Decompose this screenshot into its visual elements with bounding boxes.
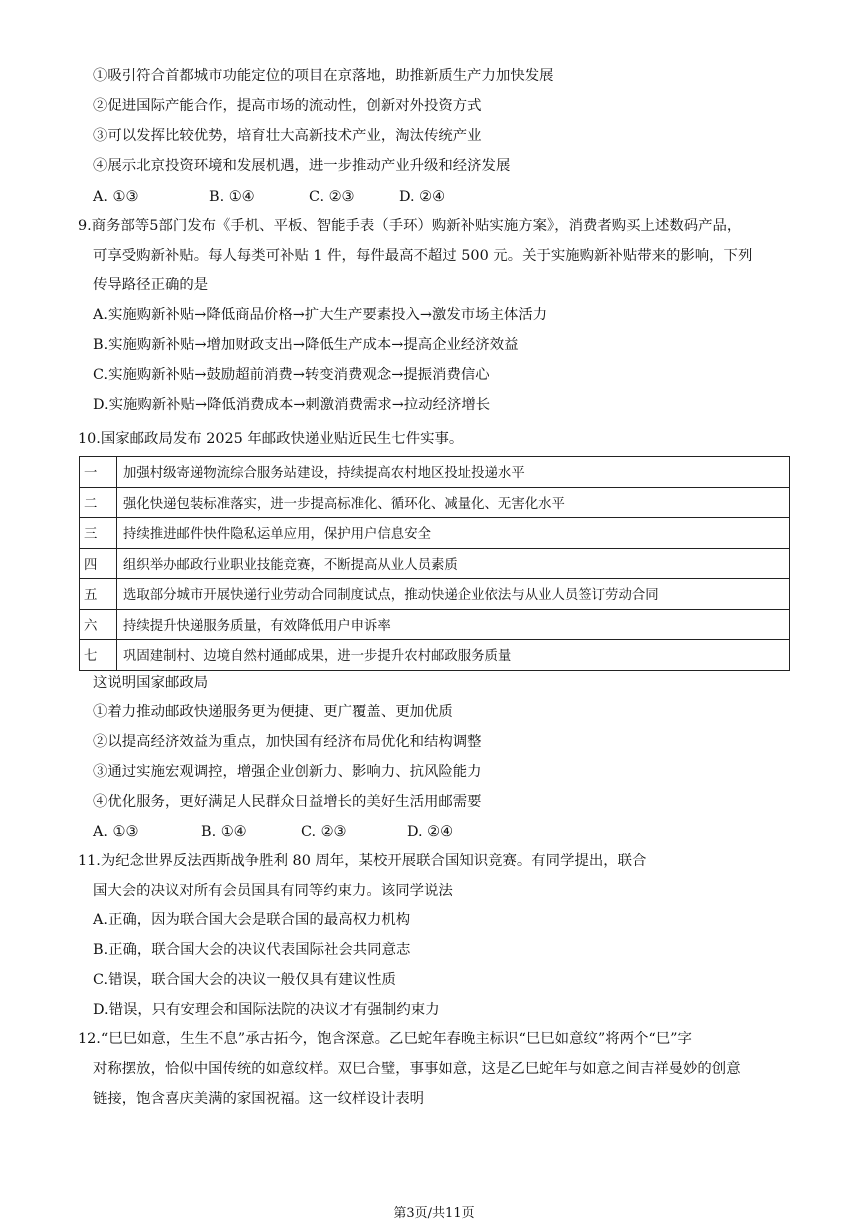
q8-item-4: ④展示北京投资环境和发展机遇，进一步推动产业升级和经济发展 (93, 158, 511, 174)
q10-lead: 这说明国家邮政局 (93, 675, 209, 691)
q9-option-d: D.实施购新补贴→降低消费成本→刺激消费需求→拉动经济增长 (93, 397, 491, 413)
q8-item-1: ①吸引符合首都城市功能定位的项目在京落地，助推新质生产力加快发展 (93, 68, 554, 84)
table-row (80, 609, 790, 640)
q10-table (79, 456, 790, 671)
q10-stem: 10.国家邮政局发布 2025 年邮政快递业贴近民生七件实事。 (78, 431, 464, 447)
table-row-text: 组织举办邮政行业职业技能竞赛，不断提高从业人员素质 (117, 548, 790, 579)
table-row-number: 三 (80, 518, 117, 549)
table-row-text: 强化快递包装标准落实，进一步提高标准化、循环化、减量化、无害化水平 (117, 487, 790, 518)
table-row-number: 七 (80, 640, 117, 671)
q10-option-d: D. ②④ (407, 824, 453, 840)
table-row-text: 巩固建制村、边境自然村通邮成果，进一步提升农村邮政服务质量 (117, 640, 790, 671)
q9-stem-line-1: 9.商务部等5部门发布《手机、平板、智能手表（手环）购新补贴实施方案》，消费者购买上述数码产品， (78, 218, 742, 234)
q9-option-b: B.实施购新补贴→增加财政支出→降低生产成本→提高企业经济效益 (93, 337, 519, 353)
q9-option-c: C.实施购新补贴→鼓励超前消费→转变消费观念→提振消费信心 (93, 367, 490, 383)
table-row (80, 457, 790, 488)
q10-item-1: ①着力推动邮政快递服务更为便捷、更广覆盖、更加优质 (93, 704, 453, 720)
table-row-number: 四 (80, 548, 117, 579)
q10-option-a: A. ①③ (93, 824, 139, 840)
q9-stem-line-2: 可享受购新补贴。每人每类可补贴 1 件，每件最高不超过 500 元。关于实施购新补贴带来的影响，下列 (93, 248, 753, 264)
q10-options (93, 822, 453, 842)
q8-item-2: ②促进国际产能合作，提高市场的流动性，创新对外投资方式 (93, 98, 482, 114)
q10-option-b: B. ①④ (201, 824, 247, 840)
table-row-text: 加强村级寄递物流综合服务站建设，持续提高农村地区投址投递水平 (117, 457, 790, 488)
table-row-number: 二 (80, 487, 117, 518)
q8-option-b: B. ①④ (209, 189, 255, 205)
table-row (80, 579, 790, 610)
table-row (80, 640, 790, 671)
table-row-number: 一 (80, 457, 117, 488)
table-row-text: 选取部分城市开展快递行业劳动合同制度试点，推动快递企业依法与从业人员签订劳动合同 (117, 579, 790, 610)
q12-stem-line-2: 对称摆放，恰似中国传统的如意纹样。双巳合璧，事事如意，这是乙巳蛇年与如意之间吉祥曼妙的创意 (93, 1061, 741, 1077)
q12-stem-line-1: 12.“巳巳如意，生生不息”承古拓今，饱含深意。乙巳蛇年春晚主标识“巳巳如意纹”将两个“巳”字 (78, 1031, 692, 1047)
q11-option-d: D.错误，只有安理会和国际法院的决议才有强制约束力 (93, 1002, 440, 1018)
table-row-text: 持续提升快递服务质量，有效降低用户申诉率 (117, 609, 790, 640)
q12-stem-line-3: 链接，饱含喜庆美满的家国祝福。这一纹样设计表明 (93, 1091, 424, 1107)
q10-item-2: ②以提高经济效益为重点，加快国有经济布局优化和结构调整 (93, 734, 482, 750)
q11-stem-line-1: 11.为纪念世界反法西斯战争胜利 80 周年，某校开展联合国知识竞赛。有同学提出，联合 (78, 853, 647, 869)
q8-item-3: ③可以发挥比较优势，培育壮大高新技术产业，淘汰传统产业 (93, 128, 482, 144)
table-row-number: 六 (80, 609, 117, 640)
q9-stem-line-3: 传导路径正确的是 (93, 277, 209, 293)
page-number: 第3页/共11页 (393, 1206, 475, 1221)
q10-option-c: C. ②③ (301, 824, 347, 840)
q9-option-a: A.实施购新补贴→降低商品价格→扩大生产要素投入→激发市场主体活力 (93, 307, 548, 323)
q10-item-4: ④优化服务，更好满足人民群众日益增长的美好生活用邮需要 (93, 794, 482, 810)
table-row (80, 548, 790, 579)
table-row-number: 五 (80, 579, 117, 610)
table-row-text: 持续推进邮件快件隐私运单应用，保护用户信息安全 (117, 518, 790, 549)
q10-item-3: ③通过实施宏观调控，增强企业创新力、影响力、抗风险能力 (93, 764, 482, 780)
table-row (80, 518, 790, 549)
q8-options (93, 187, 445, 207)
q8-option-d: D. ②④ (399, 189, 445, 205)
q11-option-b: B.正确，联合国大会的决议代表国际社会共同意志 (93, 942, 411, 958)
q8-option-a: A. ①③ (93, 189, 139, 205)
q11-option-a: A.正确，因为联合国大会是联合国的最高权力机构 (93, 912, 411, 928)
q11-stem-line-2: 国大会的决议对所有会员国具有同等约束力。该同学说法 (93, 883, 453, 899)
q11-option-c: C.错误，联合国大会的决议一般仅具有建议性质 (93, 972, 396, 988)
table-row (80, 487, 790, 518)
q8-option-c: C. ②③ (309, 189, 355, 205)
